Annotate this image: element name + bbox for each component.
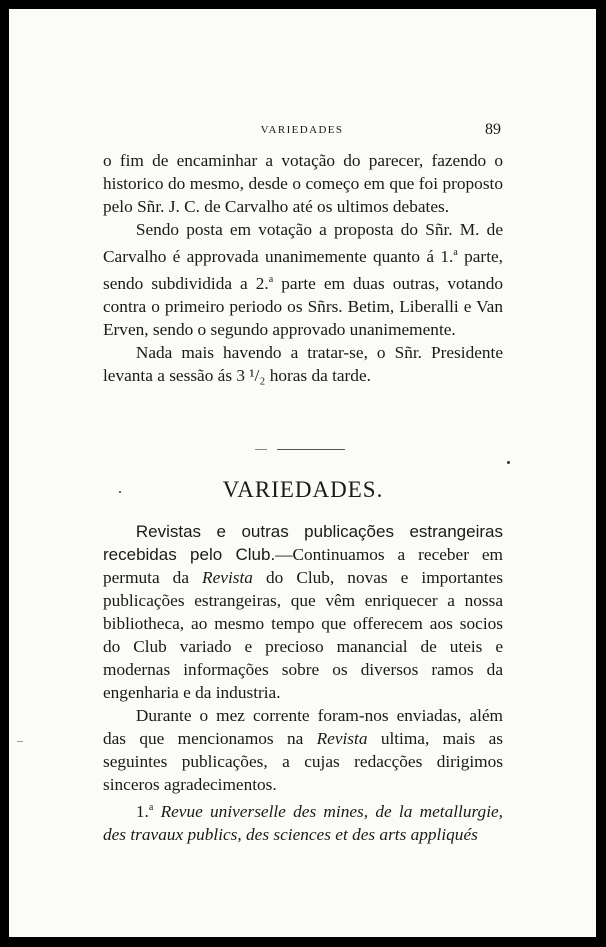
paragraph-voting: o fim de encaminhar a votação do parecer, fazendo o historico do mesmo, desde o começo em que foi proposto pelo Sñr. J. C. de Carvalho até os ultimos debates.: [103, 151, 503, 216]
page-number: 89: [485, 121, 501, 138]
paragraph-received: [103, 704, 503, 796]
list-number: 1.: [135, 801, 149, 821]
ordinal-mark: a: [268, 273, 274, 285]
time-fraction: ¹/₂: [249, 365, 266, 385]
revista-title: Revista: [316, 729, 368, 748]
closing-text-start: Nada mais havendo a tratar-se, o Sñr. Presidente levanta a sessão ás 3: [103, 342, 503, 385]
section-title: VARIEDADES.: [222, 477, 384, 502]
variedades-text: [103, 520, 503, 846]
print-speck: [507, 461, 510, 464]
closing-text-end: horas da tarde.: [265, 365, 371, 385]
paragraph-periodicals: [103, 520, 503, 704]
paragraph-proposal: [103, 218, 503, 341]
proposal-text-end: parte em duas outras, votando contra o primeiro periodo os Sñrs. Betim, Liberalli e Van Erven, sendo o segundo approvado unanimemente.: [103, 273, 504, 339]
revista-title: Revista: [202, 568, 253, 587]
paragraph-publication-list: [103, 796, 503, 846]
running-title: VARIEDADES: [260, 124, 344, 136]
print-speck: [17, 741, 23, 742]
book-page: [9, 9, 596, 937]
minutes-text: [103, 149, 503, 387]
proposal-text-middle: parte, sendo subdividida a 2.: [103, 246, 503, 293]
periodicals-text-end: do Club, novas e importantes publicações estrangeiras, que vêm enriquecer a nossa bibliotheca, ao mesmo tempo que offerecem aos socios do Club variado e precioso manancial de uteis e modernas informações sobre os diversos ramos da engenharia e da industria.: [103, 568, 503, 702]
proposal-text-start: Sendo posta em votação a proposta do Sñr. M. de Carvalho é approvada unanimemente quanto á 1.: [103, 220, 503, 266]
ordinal-mark: a: [148, 802, 154, 813]
section-separator-rule: [277, 449, 345, 450]
received-text-start: Durante o mez corrente foram-nos enviadas, além das que mencionamos na: [103, 706, 503, 748]
running-head: [103, 121, 501, 141]
publication-title: Revue universelle des mines, de la metallurgie, des travaux publics, des sciences et des arts appliqués: [103, 801, 503, 844]
lead-heading: Revistas e outras publicações estrangeiras recebidas pelo Club.: [103, 522, 503, 564]
periodicals-text-start: —Continuamos a receber em permuta da: [103, 545, 504, 587]
paragraph-closing: [103, 341, 503, 387]
print-speck: [119, 491, 121, 493]
received-text-end: ultima, mais as seguintes publicações, a cujas redacções dirigimos sinceros agradecimentos.: [103, 729, 503, 794]
ordinal-mark: a: [453, 247, 458, 258]
